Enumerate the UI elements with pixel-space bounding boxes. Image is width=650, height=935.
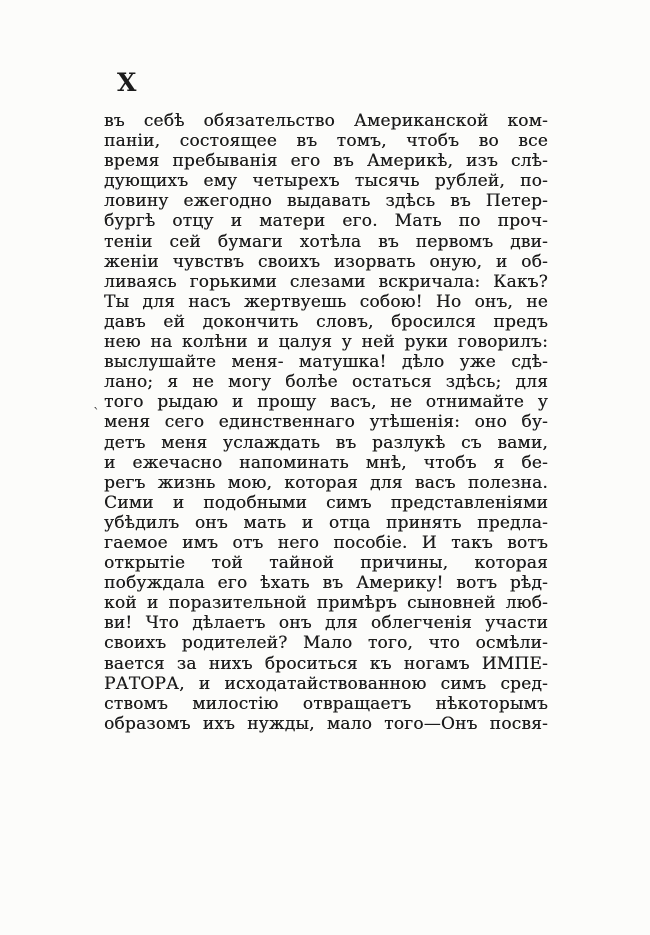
text-line: образомъ ихъ нужды, мало того—Онъ посвя-: [104, 713, 548, 734]
text-line: РАТОРА, и исходатайствованною симъ сред-: [104, 673, 548, 694]
text-line: того рыдаю и прошу васъ, не отнимайте у: [104, 392, 548, 413]
text-line: ловину ежегодно выдавать здѣсь въ Петер-: [104, 191, 548, 212]
text-line: гаемое имъ отъ него пособіе. И такъ вотъ: [104, 532, 548, 553]
text-line: убѣдилъ онъ мать и отца принять предла-: [104, 512, 548, 533]
margin-mark: ˋ: [93, 406, 100, 422]
text-line: теніи сей бумаги хотѣла въ первомъ дви-: [104, 231, 548, 252]
text-line: бургѣ отцу и матери его. Мать по проч-: [104, 211, 548, 232]
text-line: въ себѣ обязательство Американской ком-: [104, 111, 548, 131]
text-line: открытіе той тайной причины, которая: [104, 553, 548, 574]
text-line: побуждала его ѣхать въ Америку! вотъ рѣд-: [104, 573, 548, 594]
text-line: давъ ей докончить словъ, бросился предъ: [104, 311, 548, 332]
text-line: ствомъ милостію отвращаетъ нѣкоторымъ: [104, 693, 548, 714]
text-line: и ежечасно напоминать мнѣ, чтобъ я бе-: [104, 452, 548, 473]
text-line: время пребыванія его въ Америкѣ, изъ слѣ-: [104, 151, 548, 172]
text-line: меня сего единственнаго утѣшенія: оно бу-: [104, 412, 548, 433]
text-line: детъ меня услаждать въ разлукѣ съ вами,: [104, 432, 548, 453]
text-line: женіи чувствъ своихъ изорвать оную, и об-: [104, 251, 548, 272]
text-line: нею на колѣни и цалуя у ней руки говорилъ:: [104, 332, 548, 353]
text-line: кой и поразительной примѣръ сыновней люб-: [104, 593, 548, 614]
text-line: дующихъ ему четырехъ тысячь рублей, по-: [104, 171, 548, 192]
page-number: X: [117, 68, 138, 97]
text-line: своихъ родителей? Мало того, что осмѣли-: [104, 633, 548, 654]
body-text: [104, 111, 548, 734]
text-line: Сими и подобными симъ представленіями: [104, 492, 548, 513]
text-line: Ты для насъ жертвуешь собою! Но онъ, не: [104, 291, 548, 312]
text-line: ливаясь горькими слезами вскричала: Какъ?: [104, 271, 548, 292]
text-line: регъ жизнь мою, которая для васъ полезна.: [104, 472, 548, 493]
text-line: паніи, состоящее въ томъ, чтобъ во все: [104, 131, 548, 152]
text-line: выслушайте меня- матушка! дѣло уже сдѣ-: [104, 352, 548, 373]
text-line: лано; я не могу болѣе остаться здѣсь; для: [104, 372, 548, 393]
text-line: вается за нихъ броситься къ ногамъ ИМПЕ-: [104, 653, 548, 674]
text-line: ви! Что дѣлаетъ онъ для облегченія участи: [104, 613, 548, 634]
